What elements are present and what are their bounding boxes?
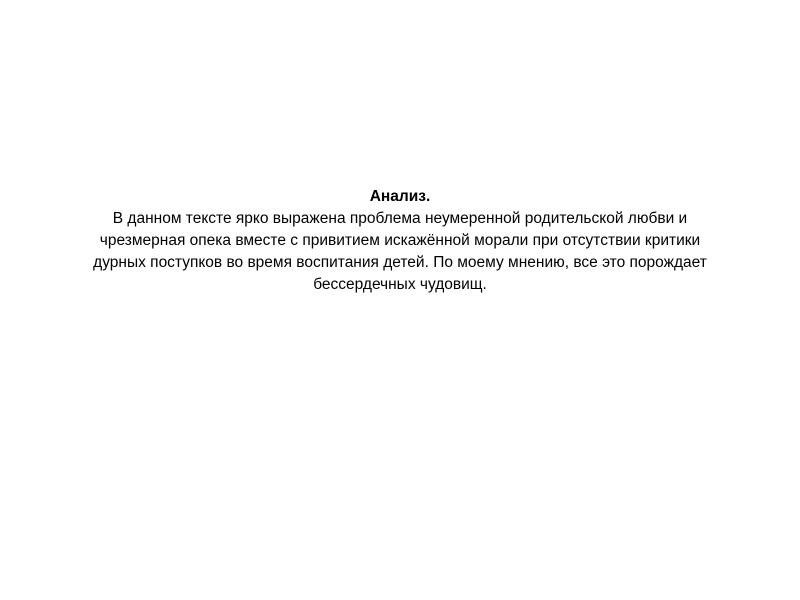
analysis-text-block: [60, 186, 740, 296]
analysis-line-3: дурных поступков во время воспитания детей. По моему мнению, все это порождает: [93, 254, 707, 271]
analysis-line-2: чрезмерная опека вместе с привитием искажённой морали при отсутствии критики: [99, 232, 701, 249]
analysis-heading: Анализ.: [369, 188, 431, 205]
analysis-line-4: бессердечных чудовищ.: [313, 276, 487, 293]
analysis-line-1: В данном тексте ярко выражена проблема неумеренной родительской любви и: [112, 210, 688, 227]
